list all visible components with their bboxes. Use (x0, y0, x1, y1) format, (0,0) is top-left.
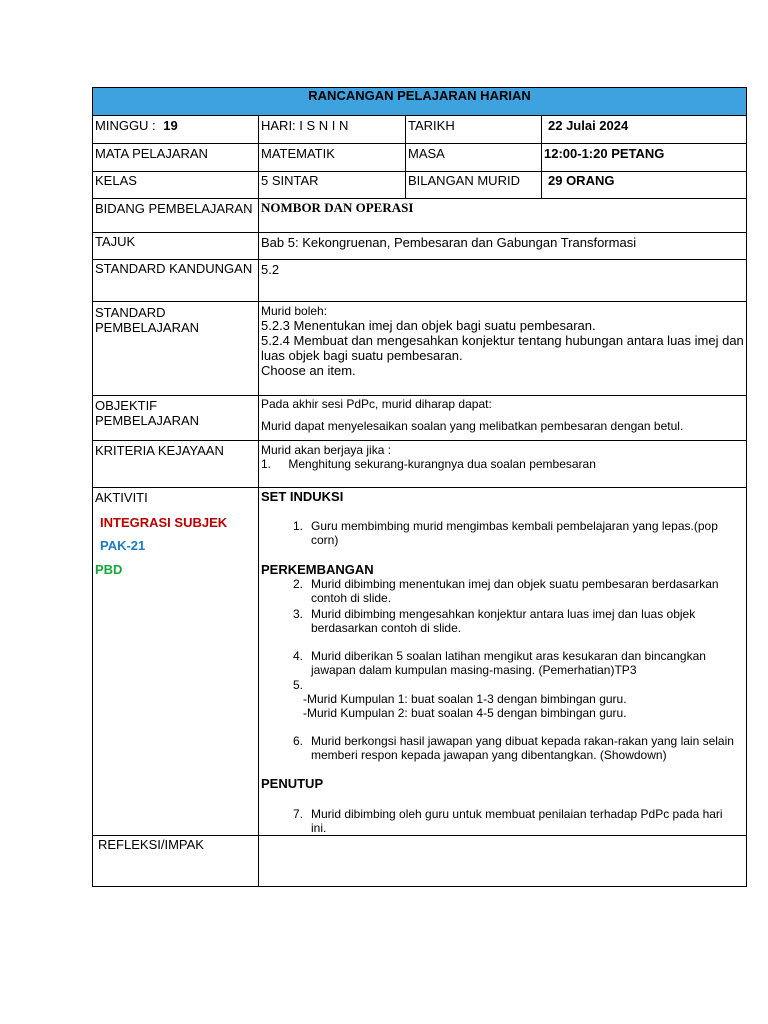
learning-standard-intro: Murid boleh: (261, 304, 328, 318)
content-standard-row (93, 260, 747, 302)
week-value: 19 (163, 118, 178, 133)
subject-value: MATEMATIK (259, 144, 406, 172)
criteria-row (93, 441, 747, 488)
learning-standard-cell (259, 302, 747, 396)
criteria-label: KRITERIA KEJAYAAN (93, 441, 259, 488)
objective-label: OBJEKTIF PEMBELAJARAN (93, 396, 259, 441)
learning-standard-label: STANDARD PEMBELAJARAN (93, 302, 259, 396)
list-text: Murid dibimbing oleh guru untuk membuat penilaian terhadap PdPc pada hari ini. (311, 807, 723, 835)
learning-standard-line-2: 5.2.4 Membuat dan mengesahkan konjektur tentang hubungan antara luas imej dan luas objek bagi suatu pembesaran. (261, 333, 744, 363)
activity-label-cell (93, 488, 259, 836)
list-number: 6. (292, 734, 303, 748)
objective-row (93, 396, 747, 441)
lesson-plan-table (92, 87, 747, 887)
learning-standard-line-1: 5.2.3 Menentukan imej dan objek bagi suatu pembesaran. (261, 318, 596, 333)
activity-row (93, 488, 747, 836)
class-row (93, 172, 747, 199)
topic-value: Bab 5: Kekongruenan, Pembesaran dan Gabungan Transformasi (259, 233, 747, 260)
group-1-note: -Murid Kumpulan 1: buat soalan 1-3 dengan bimbingan guru. (303, 692, 627, 706)
list-item (261, 734, 744, 762)
list-text: Murid diberikan 5 soalan latihan mengikut aras kesukaran dan bincangkan jawapan dalam kumpulan masing-masing. (Pemerhatian)TP3 (311, 649, 706, 677)
week-row (93, 116, 747, 144)
week-label: MINGGU : (95, 118, 156, 133)
activity-label: AKTIVITI (95, 490, 148, 505)
list-text: Murid berkongsi hasil jawapan yang dibuat kepada rakan-rakan yang lain selain memberi respon kepada jawapan yang dibentangkan. (Showdown) (311, 734, 734, 762)
reflection-row (93, 836, 747, 887)
group-2-note: -Murid Kumpulan 2: buat soalan 4-5 dengan bimbingan guru. (303, 706, 627, 720)
list-number: 7. (292, 807, 303, 821)
time-value: 12:00-1:20 PETANG (542, 144, 747, 172)
date-value: 22 Julai 2024 (542, 116, 747, 144)
integration-label: INTEGRASI SUBJEK (100, 515, 228, 530)
criteria-item-text: Menghitung sekurang-kurangnya dua soalan pembesaran (288, 457, 596, 471)
learning-standard-dropdown[interactable]: Choose an item. (261, 363, 356, 378)
title-row (93, 88, 747, 116)
time-label: MASA (406, 144, 542, 172)
list-number: 5. (292, 678, 303, 692)
section-perkembangan: PERKEMBANGAN (261, 562, 374, 577)
student-count-label: BILANGAN MURID (406, 172, 542, 199)
list-item (261, 649, 744, 677)
list-item (261, 519, 744, 547)
list-item (261, 807, 744, 835)
pbd-label: PBD (95, 562, 123, 577)
field-value: NOMBOR DAN OPERASI (259, 199, 747, 233)
list-number: 4. (292, 649, 303, 663)
criteria-intro: Murid akan berjaya jika : (261, 443, 392, 457)
list-text: Murid dibimbing mengesahkan konjektur antara luas imej dan luas objek berdasarkan contoh di slide. (311, 607, 696, 635)
subject-label: MATA PELAJARAN (93, 144, 259, 172)
criteria-cell (259, 441, 747, 488)
section-penutup: PENUTUP (261, 776, 324, 791)
class-value: 5 SINTAR (259, 172, 406, 199)
field-row (93, 199, 747, 233)
topic-row (93, 233, 747, 260)
student-count-value: 29 ORANG (542, 172, 747, 199)
objective-cell (259, 396, 747, 441)
list-item (261, 607, 744, 635)
learning-standard-row (93, 302, 747, 396)
subject-row (93, 144, 747, 172)
criteria-item (261, 457, 744, 471)
day-cell: HARI: I S N I N (259, 116, 406, 144)
plan-title: RANCANGAN PELAJARAN HARIAN (93, 88, 747, 116)
field-label: BIDANG PEMBELAJARAN (93, 199, 259, 233)
activity-content (259, 488, 747, 836)
pak21-label: PAK-21 (100, 538, 146, 553)
list-text: Guru membimbing murid mengimbas kembali pembelajaran yang lepas.(pop corn) (311, 519, 718, 547)
topic-label: TAJUK (93, 233, 259, 260)
criteria-item-number: 1. (261, 457, 272, 471)
list-number: 1. (292, 519, 303, 533)
date-label: TARIKH (406, 116, 542, 144)
list-item (261, 678, 744, 692)
list-number: 3. (292, 607, 303, 621)
list-number: 2. (292, 577, 303, 591)
objective-intro: Pada akhir sesi PdPc, murid diharap dapat: (261, 397, 492, 411)
class-label: KELAS (93, 172, 259, 199)
objective-text: Murid dapat menyelesaikan soalan yang melibatkan pembesaran dengan betul. (261, 419, 684, 433)
list-text: Murid dibimbing menentukan imej dan objek suatu pembesaran berdasarkan contoh di slide. (311, 577, 719, 605)
week-cell (93, 116, 259, 144)
reflection-value[interactable] (259, 836, 747, 887)
content-standard-value: 5.2 (259, 260, 747, 302)
content-standard-label: STANDARD KANDUNGAN (93, 260, 259, 302)
section-set-induksi: SET INDUKSI (261, 489, 344, 504)
list-item (261, 577, 744, 605)
list-text (311, 678, 744, 692)
reflection-label: REFLEKSI/IMPAK (93, 836, 259, 887)
